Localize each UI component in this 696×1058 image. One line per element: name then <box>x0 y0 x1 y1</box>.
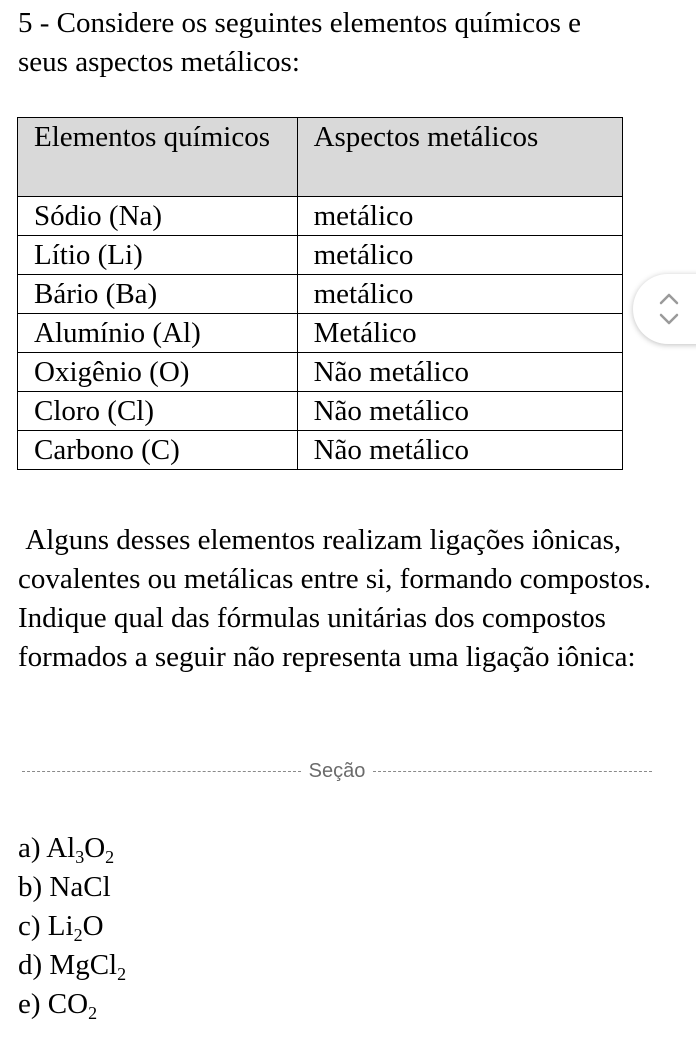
element-cell: Oxigênio (O) <box>18 353 298 392</box>
option-letter: d) <box>18 949 43 981</box>
table-row <box>18 275 623 314</box>
option-formula <box>49 949 127 984</box>
header-elements: Elementos químicos <box>18 118 298 197</box>
table-row <box>18 353 623 392</box>
element-cell: Lítio (Li) <box>18 236 298 275</box>
question-paragraph <box>18 521 658 677</box>
chevron-down-icon[interactable] <box>661 315 677 323</box>
option-letter: b) <box>18 871 43 903</box>
option-letter: a) <box>18 832 41 864</box>
divider-line-left <box>22 771 301 772</box>
aspect-cell: metálico <box>297 275 622 314</box>
option-formula <box>47 988 98 1023</box>
element-cell: Sódio (Na) <box>18 197 298 236</box>
element-cell: Carbono (C) <box>18 431 298 470</box>
formula-text: NaCl <box>49 871 111 903</box>
chevron-up-icon[interactable] <box>661 295 677 303</box>
table-row <box>18 197 623 236</box>
divider-line-right <box>373 771 652 772</box>
formula-text: Li <box>47 910 74 942</box>
formula-subscript: 2 <box>88 1003 98 1023</box>
formula-text: Al <box>46 832 76 864</box>
aspect-cell: Não metálico <box>297 353 622 392</box>
table-row <box>18 236 623 275</box>
question-title: 5 - Considere os seguintes elementos químicos e seus aspectos metálicos: <box>18 7 581 78</box>
answer-option[interactable] <box>18 829 126 868</box>
option-letter: e) <box>18 988 41 1020</box>
element-cell: Bário (Ba) <box>18 275 298 314</box>
aspect-cell: Não metálico <box>297 431 622 470</box>
answer-options <box>18 829 126 1024</box>
table-row <box>18 431 623 470</box>
option-formula <box>46 832 115 867</box>
question-paragraph-text: Alguns desses elementos realizam ligações iônicas, covalentes ou metálicas entre si, formando compostos. Indique qual das fórmulas unitárias dos compostos formados a seguir não representa uma ligação iônica: <box>18 524 651 673</box>
option-formula <box>49 871 110 903</box>
formula-subscript: 3 <box>75 847 85 867</box>
page-nav-widget[interactable] <box>633 274 696 344</box>
element-cell: Cloro (Cl) <box>18 392 298 431</box>
table-header-row <box>18 118 623 197</box>
aspect-cell: Não metálico <box>297 392 622 431</box>
formula-subscript: 2 <box>105 847 115 867</box>
formula-text: O <box>84 832 106 864</box>
nav-chevrons <box>655 288 683 330</box>
section-label: Seção <box>308 759 366 782</box>
aspect-cell: metálico <box>297 197 622 236</box>
option-letter: c) <box>18 910 41 942</box>
header-aspects: Aspectos metálicos <box>297 118 622 197</box>
table-row <box>18 314 623 353</box>
section-divider <box>22 758 652 784</box>
table-row <box>18 392 623 431</box>
formula-text: MgCl <box>49 949 118 981</box>
aspect-cell: Metálico <box>297 314 622 353</box>
answer-option[interactable] <box>18 868 126 907</box>
answer-option[interactable] <box>18 946 126 985</box>
formula-subscript: 2 <box>73 925 83 945</box>
aspect-cell: metálico <box>297 236 622 275</box>
element-cell: Alumínio (Al) <box>18 314 298 353</box>
option-formula <box>47 910 104 945</box>
formula-text: O <box>82 910 104 942</box>
formula-subscript: 2 <box>117 964 127 984</box>
elements-table <box>17 117 623 470</box>
answer-option[interactable] <box>18 985 126 1024</box>
answer-option[interactable] <box>18 907 126 946</box>
formula-text: CO <box>47 988 89 1020</box>
